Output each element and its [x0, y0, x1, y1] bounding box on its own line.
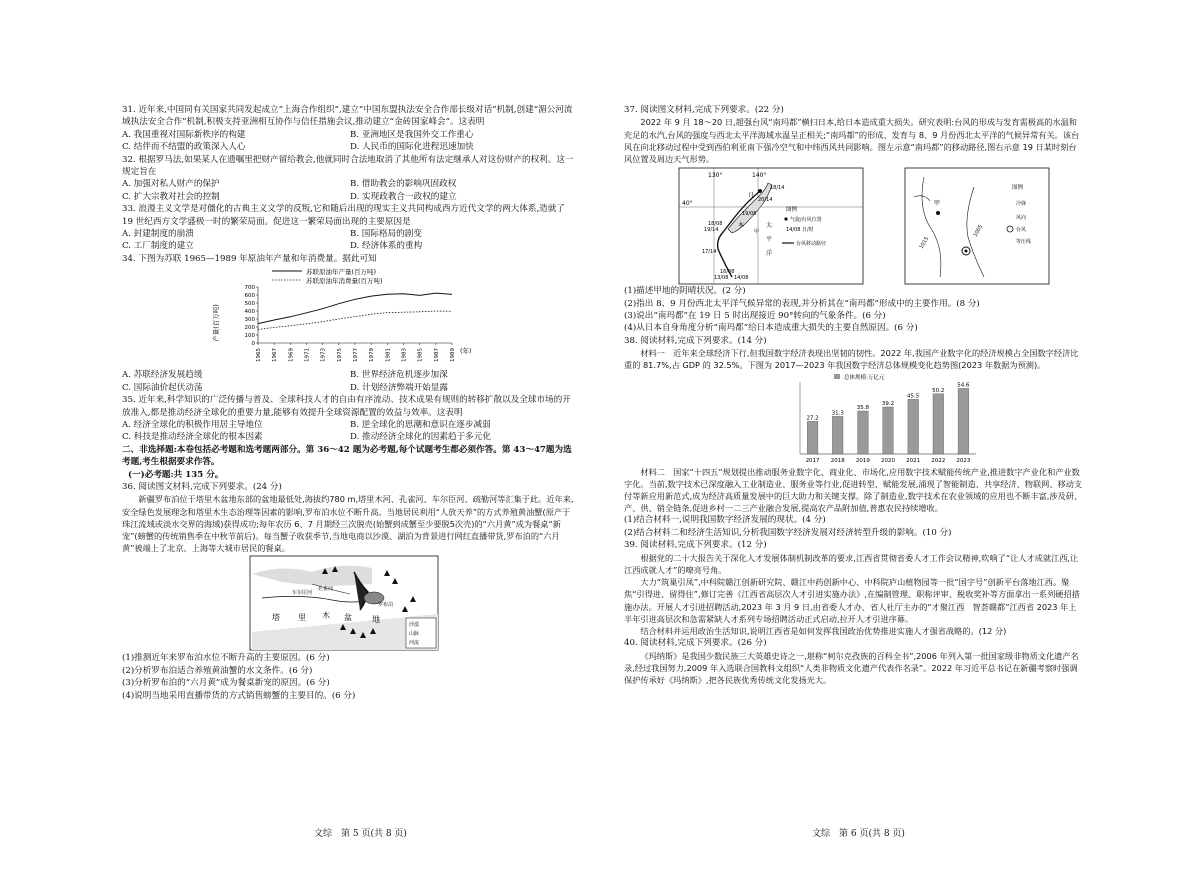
time-label: 18/14: [770, 185, 785, 192]
q36-question: (2)分析罗布泊适合养殖黄油蟹的水文条件。(6 分): [122, 665, 313, 676]
lon-label: 130°: [708, 172, 723, 180]
typhoon-path-map: [678, 167, 864, 285]
left-footer: 文综 第 5 页(共 8 页): [314, 829, 407, 839]
x-tick-label: 1979: [369, 348, 376, 363]
q39-material-2: 大力“筑巢引凤”,中科院赣江创新研究院、赣江中药创新中心、中科院庐山植物园等一批“国字号”创新平台落地江西。聚焦“引得进、留得住”,修订完善《江西省高层次人才引进实施办法》,在编制管理、职称评审、税收奖补等方面拿出一系列硬招措施办法。开展人才引进招聘活动,2023 年 3 月 9 日,由省委人才办、省人社厅主办的“才聚江西 智荟赣都”江西省 2023 年上半年引进高层次和急需紧缺人才系列专场招聘活动正式启动,拉开人才引进序幕。: [624, 577, 1080, 624]
option: D. 人民币的国际化进程迅速加快: [350, 142, 474, 153]
map-label: 塔: [272, 613, 280, 623]
time-label: 19/08: [742, 211, 757, 218]
lake-label: 罗布泊: [378, 602, 394, 609]
q31-options: [122, 129, 578, 154]
x-tick-label: 1981: [385, 348, 392, 363]
legend-title: 图例: [786, 207, 798, 214]
q35-options: [122, 419, 578, 444]
q32-options: [122, 178, 578, 203]
x-tick-label: 1987: [433, 348, 440, 363]
map-label: 木: [322, 611, 330, 621]
q36-stem: 36. 阅读图文材料,完成下列要求。(24 分): [122, 481, 282, 492]
option: D. 实现政教合一政权的建立: [350, 191, 457, 202]
bar: [858, 411, 869, 454]
river-label: 车尔臣河: [292, 590, 313, 597]
bar: [933, 393, 944, 453]
x-tick-label: 2019: [855, 457, 870, 464]
option: A. 苏联经济发展趋缓: [122, 370, 203, 381]
q39-material: 根据党的二十大报告关于深化人才发展体制机制改革的要求,江西省贯彻省委人才工作会议精神,吹响了“让人才成就江西,让江西成就人才”的嘹亮号角。: [624, 552, 1079, 575]
chart-legend: [272, 267, 383, 285]
q40-material: 《玛纳斯》是我国少数民族三大英雄史诗之一,堪称“柯尔克孜族的百科全书”,2006 年列入第一批国家级非物质文化遗产名录,经过我国努力,2009 年入选联合国教科文组织“人类非物质文化遗产代表作名录”。2022 年习近平总书记在新疆考察时强调保护传承好《玛纳斯》,把各民族优秀传统文化发扬光大。: [624, 650, 1079, 685]
q37-figures: [678, 167, 1084, 285]
x-tick-label: 2023: [956, 457, 971, 464]
q36-question: (1)推测近年来罗布泊水位不断升高的主要原因。(6 分): [122, 653, 330, 664]
y-tick-label: 400: [244, 309, 255, 316]
map-label: 里: [298, 613, 306, 623]
y-tick-label: 700: [244, 285, 255, 292]
right-footer: 文综 第 6 页(共 8 页): [812, 829, 905, 839]
bar-value-label: 35.8: [856, 404, 869, 411]
bar-value-label: 39.2: [881, 400, 895, 407]
option: C. 扩大宗教对社会的控制: [122, 191, 220, 202]
option: C. 工厂制度的建立: [122, 241, 194, 252]
q36-question: (3)分析罗布泊的“六月黄”成为餐桌新宠的原因。(6 分): [122, 678, 330, 689]
x-tick-label: 1965: [256, 348, 262, 363]
q38-question: (2)结合材料二和经济生活知识,分析我国数字经济发展对经济转型升级的影响。(10 分): [624, 527, 952, 538]
x-tick-label: 2017: [805, 457, 820, 464]
bar: [832, 416, 843, 454]
legend-production: 苏联原油年产量(百万吨): [306, 268, 377, 277]
right-page: [624, 104, 1084, 686]
option: D. 推动经济全球化的因素趋于多元化: [350, 432, 491, 443]
map-label: 地: [372, 615, 380, 625]
x-tick-label: 2022: [931, 457, 946, 464]
bar-value-label: 27.2: [806, 415, 819, 422]
y-tick-label: 200: [244, 325, 255, 332]
x-tick-label: 2020: [881, 457, 895, 464]
time-label: 19/14: [704, 227, 719, 234]
q33-stem: 33. 浪漫主义文学是对僵化的古典主义文学的反叛,它和随后出现的现实主义共同构成西方近代文学的两大体系,造就了 19 世纪西方文学盛极一时的繁荣局面。促进这一繁荣局面出现的主要原因是: [122, 204, 565, 227]
digital-economy-bar-chart: [624, 372, 1084, 466]
isobar-label: 1015: [918, 236, 931, 251]
option: B. 世界经济危机逐步加深: [350, 370, 448, 381]
place-label: 洋: [766, 250, 773, 258]
legend-consumption: 苏联原油年消费量(百万吨): [306, 277, 383, 286]
x-tick-label: 1971: [304, 348, 311, 363]
option: B. 国际格局的剧变: [350, 229, 422, 240]
x-tick-label: 1967: [272, 348, 279, 363]
option: A. 加强对私人财产的保护: [122, 179, 220, 190]
x-tick-label: 1977: [353, 348, 359, 363]
legend-scale: 总体规模:万亿元: [844, 374, 885, 381]
x-tick-label: 1973: [320, 348, 327, 363]
x-tick-label: 1969: [288, 348, 295, 363]
legend-item: 台风: [1016, 227, 1027, 234]
q40-stem: 40. 阅读材料,完成下列要求。(26 分): [624, 638, 767, 649]
bar-value-label: 54.6: [957, 382, 970, 389]
legend-item: 冷锋: [1016, 201, 1027, 208]
y-tick-label: 0: [251, 341, 255, 348]
q36-question: (4)说明当地采用直播带货的方式销售螃蟹的主要目的。(6 分): [122, 690, 356, 701]
bar: [807, 421, 818, 454]
q37-stem: 37. 阅读图文材料,完成下列要求。(22 分): [624, 105, 784, 115]
left-page: [122, 104, 578, 702]
option: B. 逆全球化的思潮和意识在逐步减弱: [350, 419, 491, 430]
map-label: 盆: [344, 613, 352, 623]
q33-options: [122, 228, 578, 253]
legend-title: 图例: [1012, 185, 1024, 192]
q38-material-1: 材料一 近年来全球经济下行,但我国数字经济表现出坚韧的韧性。2022 年,我国产业数字化的经济规模占全国数字经济比重的 81.7%,占 GDP 的 32.5%。下图为 2017—2023 年我国数字经济总体规模变化趋势图(2023 年数据为预测)。: [624, 348, 1079, 371]
place-label: 甲: [754, 229, 760, 236]
option: D. 计划经济弊端开始显露: [350, 382, 448, 393]
legend-river: 河流: [409, 640, 420, 647]
part2-title: 二、非选择题:本卷包括必考题和选考题两部分。第 36～42 题为必考题,每个试题考生都必须作答。第 43～47题为选考题,考生根据要求作答。: [122, 444, 572, 468]
option: A. 经济全球化的积极作用居主导地位: [122, 419, 263, 430]
time-label: 16/08: [720, 269, 735, 276]
q34-options: [122, 369, 578, 394]
time-label: 14/08: [734, 275, 749, 282]
place-label: 本: [738, 222, 745, 230]
option: C. 科技是推动经济全球化的根本因素: [122, 432, 263, 443]
time-label: 20/14: [758, 197, 773, 204]
time-label: 17/14: [702, 249, 717, 256]
bar: [958, 388, 969, 454]
place-label: 日: [748, 192, 755, 200]
q38-material-2: 材料二 国家“十四五”规划提出推动服务业数字化、商业化、市场化,应用数字技术赋能传统产业,推进数字产业化和产业数字化。当前,数字技术已深度融入工业制造业、服务业等行业,促进转型、赋能发展,涌现了智能制造、共享经济、物联网、移动支付等新应用新范式,成为经济高质量发展中的巨大助力和关键支撑。除了制造业,数字技术在农业领域的应用也不断丰富,涉及研、产、供、销全链条,促进乡村一二三产业融合发展,提高农产品附加值,普惠农民持续增收。: [624, 466, 1083, 514]
x-tick-label: 1985: [417, 348, 424, 363]
q32-stem: 32. 根据罗马法,如果某人在遗嘱里把财产留给教会,他就同时合法地取消了其他所有法定继承人对这份财产的权利。这一规定旨在: [122, 154, 574, 178]
option: C. 结伴而不结盟的政策深入人心: [122, 142, 246, 153]
weather-situation-map: [904, 167, 1050, 285]
q38-stem: 38. 阅读材料,完成下列要求。(14 分): [624, 335, 767, 346]
option: D. 经济体系的重构: [350, 241, 423, 252]
legend-mountain: 山脉: [409, 631, 420, 638]
bar: [883, 407, 894, 454]
x-axis-label: (年): [460, 347, 472, 356]
x-tick-label: 1975: [336, 348, 343, 363]
q37-material: 2022 年 9 月 18～20 日,超强台风“南玛都”横扫日本,给日本造成重大损失。研究表明:台风的形成与发育需极高的水温和充足的水汽,台风的强度与西北太平洋海域水温呈正相关;“南玛都”的形成、发育与 8、9 月份西北太平洋的气候异常有关。该台风在向北移动过程中受到西伯利亚南下强冷空气和中纬西风共同影响。图左示意“南玛都”的移动路径,图右示意 19 日某时刻台风位置及周边天气形势。: [624, 117, 1080, 165]
soviet-oil-line-chart: [122, 265, 578, 369]
x-tick-label: 1989: [450, 348, 456, 363]
option: A. 我国重视对国际新秩序的构建: [122, 129, 246, 140]
consumption-line: [258, 311, 452, 329]
lop-nur-map: [122, 554, 578, 652]
q39-question: 结合材料并运用政治生活知识,说明江西省是如何发挥我国政治优势推进实施人才强省战略的。(12 分): [640, 625, 1007, 636]
legend-desert: 沙漠: [409, 622, 420, 629]
point-label: 甲: [934, 200, 941, 208]
y-tick-label: 100: [244, 333, 255, 340]
bar: [908, 399, 919, 454]
bar-value-label: 45.5: [907, 393, 920, 400]
time-label: 13/08: [714, 275, 729, 282]
legend-item: 14/08 日/时: [786, 227, 814, 234]
q31-stem: 31. 近年来,中国同有关国家共同发起成立“上海合作组织”,建立“中国东盟执法安全合作部长级对话”机制,创建“湄公河流域执法安全合作”机制,积极支持亚洲相互协作与信任措施会议,推动建立“金砖国家峰会”。这表明: [122, 105, 573, 128]
q36-material: 新疆罗布泊位于塔里木盆地东部的盆地最低处,海拔约780 m,塔里木河、孔雀河、车尔臣河、疏勒河等汇集于此。近年来,安全绿色发展理念和塔里木生态治理等因素的影响,罗布泊水位不断升高。当地居民利用“人放天养”的方式养殖黄油蟹(原产于珠江流域或淡水交界的海域)获得成功;每年农历 6、7 月期经三次脱壳(始蟹到成蟹至少要脱5次壳)的“六月黄”成为餐桌“新宠”(螃蟹的传统销售季在中秋节前后)。每当蟹子收获季节,当地电商以沙漠、湖泊为背景进行网红直播带货,罗布泊的“六月黄”被端上了北京、上海等大城市居民的餐桌。: [122, 494, 574, 554]
q39-stem: 39. 阅读材料,完成下列要求。(12 分): [624, 540, 767, 551]
q37-question: (2)指出 8、9 月份西北太平洋气候异常的表现,并分析其在“南玛都”形成中的主要作用。(8 分): [624, 298, 980, 309]
q37-question: (1)描述甲地的阴晴状况。(2 分): [624, 286, 746, 297]
river-label: 孔雀河: [318, 586, 334, 593]
q35-stem: 35. 近年来,科学知识的广泛传播与普及、全球科技人才的自由有序流动、技术成果有规则的转移扩散以及全球市场的开放准入,都是推动经济全球化的重要力量,能够有效提升全球资源配置的效益与效率。这表明: [122, 395, 571, 418]
y-tick-label: 600: [244, 293, 255, 300]
isobar-label: 1005: [972, 224, 985, 239]
time-label: 18/08: [708, 221, 723, 228]
bar-value-label: 50.2: [932, 387, 945, 394]
q34-stem: 34. 下图为苏联 1965—1989 年原油年产量和年消费量。据此可知: [122, 253, 377, 264]
q38-question: (1)结合材料一,说明我国数字经济发展的现状。(4 分): [624, 515, 826, 526]
place-label: 平: [766, 236, 773, 244]
legend-item: 等压线: [1016, 239, 1032, 246]
legend-item: 台风移动路径: [796, 241, 827, 248]
legend-item: 风向: [1016, 215, 1027, 222]
place-label: 太: [766, 222, 773, 230]
option: B. 借助教会的影响巩固政权: [350, 179, 457, 190]
bar-value-label: 31.3: [831, 410, 844, 417]
y-tick-label: 300: [244, 317, 255, 324]
production-line: [258, 293, 452, 324]
q37-question: (3)说出“南玛都”在 19 日 5 时出现接近 90°转向的气象条件。(6 分): [624, 311, 886, 322]
option: B. 亚洲地区是我国外交工作重心: [350, 129, 474, 140]
part2-subtitle: (一)必考题:共 135 分。: [128, 469, 224, 480]
x-tick-label: 2018: [830, 457, 845, 464]
y-tick-label: 500: [244, 301, 255, 308]
legend-item: 气旋/台风位置: [790, 217, 822, 224]
lat-label: 40°: [682, 200, 693, 208]
option: A. 封建制度的崩溃: [122, 229, 194, 240]
q37-question: (4)从日本自身角度分析“南玛都”给日本造成重大损失的主要自然原因。(6 分): [624, 323, 918, 334]
option: C. 国际油价起伏动荡: [122, 382, 203, 393]
x-tick-label: 1983: [401, 348, 408, 363]
y-axis-label: 产量(百万吨): [212, 304, 220, 343]
x-tick-label: 2021: [906, 457, 921, 464]
lon-label: 140°: [752, 172, 767, 180]
